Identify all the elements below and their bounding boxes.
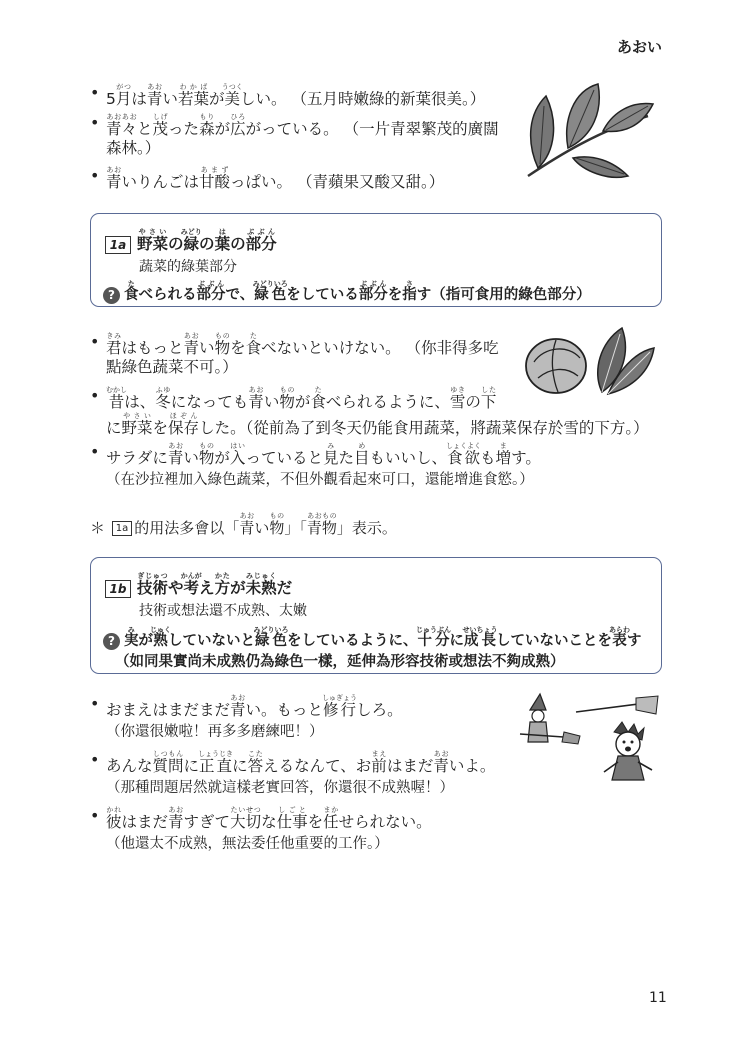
ruby-word: 目め bbox=[353, 442, 370, 467]
ruby-word: 十分じゅうぶん bbox=[416, 626, 451, 649]
example-japanese: おまえはまだまだ青あおい。もっと修行しゅぎょうしろ。 bbox=[106, 694, 403, 719]
ruby-word: 物もの bbox=[214, 332, 231, 357]
bullet: • bbox=[90, 442, 100, 461]
note-text: 」「 bbox=[284, 519, 307, 537]
ruby-word: 熟じゅく bbox=[150, 626, 171, 649]
sense-title-text: 技術ぎじゅつや考かんがえ方かたが未熟みじゅくだ bbox=[137, 572, 293, 597]
usage-note bbox=[90, 512, 397, 538]
sense-explanation bbox=[103, 280, 591, 304]
ruby-word: 物もの bbox=[269, 512, 285, 537]
vegetables-illustration-icon bbox=[522, 322, 660, 400]
example-translation: （他還太不成熟，無法委任他重要的工作。） bbox=[106, 836, 389, 852]
sense-box-1b bbox=[90, 557, 662, 674]
example-japanese: 青あおいりんごは甘酸あまずっぱい。 bbox=[106, 166, 293, 191]
ruby-word: 大切たいせつ bbox=[230, 806, 262, 831]
example-japanese: あんな質問しつもんに正直しょうじきに答こたえるなんて、お前まえはまだ青あおいよ。 bbox=[106, 750, 496, 775]
example-translation: （你還很嫩啦！再多多磨練吧！） bbox=[106, 724, 324, 740]
ruby-word: 部分ぶぶん bbox=[196, 280, 226, 303]
example-sentence-9 bbox=[106, 806, 432, 832]
ruby-word: 葉は bbox=[214, 228, 231, 253]
example-japanese: 青々あおあおと茂しげった森もりが広ひろがっている。 bbox=[106, 113, 339, 138]
ruby-word: 実み bbox=[124, 626, 139, 649]
example-sentence-3 bbox=[106, 166, 444, 192]
note-star: ＊ bbox=[90, 519, 106, 537]
question-icon: ? bbox=[103, 633, 120, 650]
example-sentence-4 bbox=[106, 332, 499, 358]
sense-tag: 1a bbox=[105, 236, 131, 254]
example-sentence-7 bbox=[106, 694, 403, 720]
ruby-word: 昔むかし bbox=[106, 386, 127, 411]
example-japanese: 昔むかしは、冬ふゆになっても青あおい物ものが食たべられるように、雪ゆきの下した bbox=[106, 386, 497, 411]
sense-subtitle: 技術或想法還不成熟、太嫩 bbox=[139, 603, 307, 619]
example-japanese: 彼かれはまだ青あおすぎて大切たいせつな仕事しごとを任まかせられない。 bbox=[106, 806, 432, 831]
ruby-word: 答こた bbox=[247, 750, 264, 775]
sense-title bbox=[105, 228, 277, 254]
bullet: • bbox=[90, 694, 100, 713]
ruby-word: 食た bbox=[124, 280, 139, 303]
leaves-illustration-icon bbox=[518, 76, 658, 186]
ruby-word: 青あお bbox=[106, 166, 122, 191]
ruby-word: 正直しょうじき bbox=[198, 750, 234, 775]
ruby-word: 入はい bbox=[229, 442, 246, 467]
ruby-word: 若葉わかば bbox=[177, 83, 209, 108]
ruby-word: 冬ふゆ bbox=[155, 386, 171, 411]
ruby-word: 茂しげ bbox=[152, 113, 169, 138]
ruby-word: 緑色みどりいろ bbox=[253, 626, 289, 649]
ruby-word: 青あお bbox=[146, 83, 163, 108]
ruby-word: 食た bbox=[310, 386, 326, 411]
example-japanese: に野菜やさいを保存ほぞんした。 bbox=[106, 412, 246, 437]
ruby-word: 前まえ bbox=[371, 750, 387, 775]
example-translation: （那種問題居然就這樣老實回答，你還很不成熟喔！） bbox=[106, 780, 454, 796]
note-sense-tag: 1a bbox=[112, 521, 133, 536]
explanation-translation: （指可食用的綠色部分） bbox=[431, 287, 591, 303]
bullet: • bbox=[90, 750, 100, 769]
explanation-japanese: 食たべられる部分ぶぶんで、緑色みどりいろをしている部分ぶぶんを指さす bbox=[124, 280, 432, 303]
ruby-word: 広ひろ bbox=[230, 113, 246, 138]
bullet: • bbox=[90, 332, 100, 351]
ruby-word: 食た bbox=[245, 332, 262, 357]
ruby-word: 指さ bbox=[402, 280, 417, 303]
ruby-word: 青あお bbox=[183, 332, 200, 357]
ruby-word: 保存ほぞん bbox=[168, 412, 200, 437]
ruby-word: 成長せいちょう bbox=[462, 626, 498, 649]
ruby-word: 野菜やさい bbox=[137, 228, 169, 253]
example-translation: （青蘋果又酸又甜。） bbox=[297, 173, 445, 191]
explanation-japanese: 実みが熟じゅくしていないと緑色みどりいろをしているように、十分じゅうぶんに成長せいちょうしていないことを表あらわす bbox=[124, 626, 642, 649]
ruby-word: 月がつ bbox=[115, 83, 132, 108]
witch-illustration-icon bbox=[518, 692, 660, 784]
sense-box-1a bbox=[90, 213, 662, 307]
example-translation: （在沙拉裡加入綠色蔬菜，不但外觀看起來可口，還能增進食慾。） bbox=[106, 472, 534, 488]
ruby-word: 質問しつもん bbox=[152, 750, 184, 775]
ruby-word: 物もの bbox=[198, 442, 215, 467]
sense-tag: 1b bbox=[105, 580, 131, 598]
example-sentence-5 bbox=[106, 386, 496, 412]
example-japanese: 5月がつは青あおい若葉わかばが美うつくしい。 bbox=[106, 83, 287, 108]
ruby-word: 未熟みじゅく bbox=[245, 572, 277, 597]
ruby-word: 青あお bbox=[168, 806, 184, 831]
example-japanese: 君きみはもっと青あおい物ものを食たべないといけない。 bbox=[106, 332, 401, 357]
bullet: • bbox=[90, 806, 100, 825]
ruby-word: 青物あおもの bbox=[306, 512, 337, 537]
example-sentence-6 bbox=[106, 442, 541, 468]
example-translation: （一片青翠繁茂的廣闊 bbox=[343, 120, 499, 138]
ruby-word: 君きみ bbox=[106, 332, 122, 357]
ruby-word: 雪ゆき bbox=[449, 386, 466, 411]
ruby-word: 青あお bbox=[433, 750, 449, 775]
ruby-word: 修行しゅぎょう bbox=[322, 694, 358, 719]
bullet: • bbox=[90, 83, 100, 102]
ruby-word: 増ま bbox=[495, 442, 512, 467]
ruby-word: 甘酸あまず bbox=[199, 166, 231, 191]
ruby-word: 野菜やさい bbox=[121, 412, 153, 437]
page-number: 11 bbox=[649, 990, 667, 1006]
example-translation-continued: 點綠色蔬菜不可。） bbox=[106, 358, 238, 376]
ruby-word: 緑色みどりいろ bbox=[252, 280, 288, 303]
ruby-word: 方かた bbox=[214, 572, 231, 597]
example-translation-continued: 森林。） bbox=[106, 139, 161, 157]
example-translation: （五月時嫩綠的新葉很美。） bbox=[291, 90, 486, 108]
ruby-word: 森もり bbox=[199, 113, 215, 138]
example-translation: （從前為了到冬天仍能食用蔬菜，將蔬菜保存於雪的下方。） bbox=[245, 419, 649, 437]
ruby-word: 青あお bbox=[230, 694, 246, 719]
ruby-word: 見み bbox=[322, 442, 339, 467]
example-sentence-1 bbox=[106, 83, 485, 109]
ruby-word: 青々あおあお bbox=[106, 113, 138, 138]
bullet: • bbox=[90, 386, 100, 405]
ruby-word: 彼かれ bbox=[106, 806, 122, 831]
ruby-word: 任まか bbox=[323, 806, 339, 831]
note-word-1: 青あおい物もの bbox=[239, 512, 285, 537]
sense-subtitle: 蔬菜的綠葉部分 bbox=[139, 259, 237, 275]
sense-explanation bbox=[103, 626, 642, 650]
ruby-word: 物もの bbox=[279, 386, 295, 411]
example-translation: （你非得多吃 bbox=[405, 339, 499, 357]
ruby-word: 仕事しごと bbox=[276, 806, 308, 831]
ruby-word: 青あお bbox=[239, 512, 255, 537]
ruby-word: 技術ぎじゅつ bbox=[137, 572, 169, 597]
explanation-translation: （如同果實尚未成熟仍為綠色一樣，延伸為形容技術或想法不夠成熟） bbox=[115, 654, 565, 670]
ruby-word: 部分ぶぶん bbox=[245, 228, 277, 253]
ruby-word: 美うつく bbox=[221, 83, 243, 108]
note-text: 」表示。 bbox=[336, 519, 397, 537]
example-sentence-8 bbox=[106, 750, 495, 776]
bullet: • bbox=[90, 166, 100, 185]
example-japanese: サラダに青あおい物ものが入はいっていると見みた目めもいいし、食欲しょくよくも増ます。 bbox=[106, 442, 541, 467]
bullet: • bbox=[90, 113, 100, 132]
ruby-word: 下した bbox=[480, 386, 497, 411]
note-word-2 bbox=[306, 512, 337, 537]
ruby-word: 部分ぶぶん bbox=[358, 280, 388, 303]
sense-title-text: 野菜やさいの緑みどりの葉はの部分ぶぶん bbox=[137, 228, 277, 253]
question-icon: ? bbox=[103, 287, 120, 304]
ruby-word: 食欲しょくよく bbox=[446, 442, 482, 467]
note-text: 的用法多會以「 bbox=[134, 519, 240, 537]
page-header-entry: あおい bbox=[616, 38, 662, 56]
example-sentence-2 bbox=[106, 113, 499, 139]
ruby-word: 青あお bbox=[167, 442, 184, 467]
ruby-word: 表あらわ bbox=[609, 626, 630, 649]
sense-title bbox=[105, 572, 292, 598]
example-sentence-5-continued bbox=[106, 412, 649, 438]
ruby-word: 考かんが bbox=[180, 572, 202, 597]
ruby-word: 緑みどり bbox=[180, 228, 202, 253]
ruby-word: 青あお bbox=[248, 386, 264, 411]
